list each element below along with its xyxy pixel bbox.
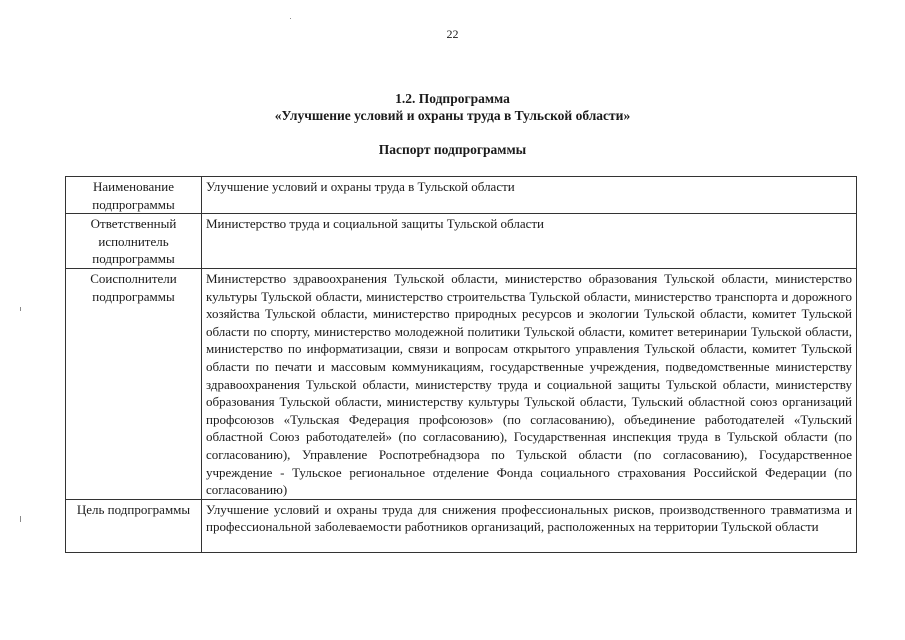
table-row bbox=[66, 268, 857, 499]
table-row bbox=[66, 214, 857, 269]
row-label-responsible: Ответственный исполнитель подпрограммы bbox=[66, 214, 202, 269]
row-value-coexecutors: Министерство здравоохранения Тульской области, министерство образования Тульской области, министерство культуры Тульской области, министерство строительства Тульской области, министерство транспорта и дорожного хозяйства Тульской области, министерство природных ресурсов и экологии Тульской области, комитет Тульской области по спорту, министерство молодежной политики Тульской области, комитет ветеринарии Тульской области, министерство по информатизации, связи и вопросам открытого управления Тульской области, комитет Тульской области по печати и массовым коммуникациям, государственные учреждения, подведомственные министерству здравоохранения Тульской области, министерству труда и социальной защиты Тульской области, министерству образования Тульской области, министерству культуры Тульской области, Тульский областной союз организаций профсоюзов «Тульская Федерация профсоюзов» (по согласованию), объединение работодателей «Тульский областной Союз работодателей» (по согласованию), Государственная инспекция труда в Тульской области (по согласованию), Управление Роспотребнадзора по Тульской области (по согласованию), Государственное учреждение - Тульское региональное отделение Фонда социального страхования Российской Федерации (по согласованию) bbox=[202, 268, 857, 499]
table-row bbox=[66, 177, 857, 214]
row-value-name: Улучшение условий и охраны труда в Тульской области bbox=[202, 177, 857, 214]
scan-artifact bbox=[20, 307, 21, 311]
page-number: 22 bbox=[446, 27, 459, 41]
scan-artifact bbox=[290, 18, 291, 19]
table-row bbox=[66, 499, 857, 552]
row-label-name: Наименование подпрограммы bbox=[66, 177, 202, 214]
row-label-coexecutors: Соисполнители подпрограммы bbox=[66, 268, 202, 499]
scan-artifact bbox=[20, 516, 21, 522]
subprogram-name: «Улучшение условий и охраны труда в Тульской области» bbox=[274, 108, 631, 123]
passport-table bbox=[65, 176, 857, 553]
row-value-goal: Улучшение условий и охраны труда для снижения профессиональных рисков, производственного травматизма и профессиональной заболеваемости работников организаций, расположенных на территории Тульской области bbox=[202, 499, 857, 552]
passport-title: Паспорт подпрограммы bbox=[378, 142, 527, 157]
row-value-responsible: Министерство труда и социальной защиты Тульской области bbox=[202, 214, 857, 269]
row-label-goal: Цель подпрограммы bbox=[66, 499, 202, 552]
section-title: 1.2. Подпрограмма bbox=[395, 91, 510, 106]
